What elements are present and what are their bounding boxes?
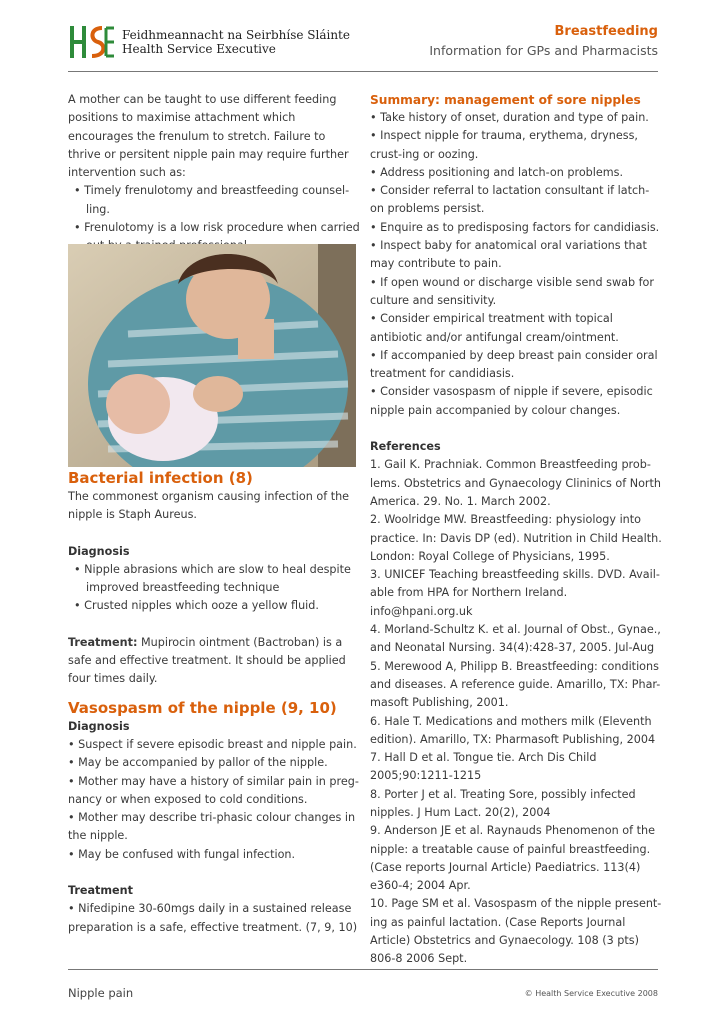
hse-logo [68,22,350,62]
vasospasm-treatment-heading: Treatment [68,884,133,898]
org-name-english: Health Service Executive [122,42,276,56]
reference-item: 1. Gail K. Prachniak. Common Breastfeeding prob-lems. Obstetrics and Gynaecology Clininics of North America. 29. No. 1. March 2002. [370,458,662,508]
bacterial-infection-text: The commonest organism causing infection of the nipple is Staph Aureus. [68,490,350,522]
references-heading: References [370,440,441,454]
list-item: • Take history of onset, duration and type of pain. [370,111,649,124]
reference-item: 4. Morland-Schultz K. et al. Journal of Obst., Gynae., and Neonatal Nursing. 34(4):428-37, 2005. Jul-Aug [370,623,661,655]
list-item: • Consider referral to lactation consultant if latch-on problems persist. [370,184,650,216]
footer-section-name: Nipple pain [68,986,134,1000]
reference-item: 5. Merewood A, Philipp B. Breastfeeding: conditions and diseases. A reference guide. Amarillo, TX: Phar-masoft Publishing, 2001. [370,659,661,710]
list-item: • If accompanied by deep breast pain consider oral treatment for candidiasis. [370,348,658,381]
list-item: • May be confused with fungal infection. [68,847,296,861]
treatment-label: Treatment: [68,635,138,649]
right-column [370,91,662,969]
list-item: • Inspect nipple for trauma, erythema, dryness, crust-ing or oozing. [370,129,638,161]
hse-logo-icon [68,22,116,62]
list-item: • Nipple abrasions which are slow to heal despite improved breastfeeding technique [74,562,351,595]
list-item: • If open wound or discharge visible send swab for culture and sensitivity. [370,275,654,307]
reference-item: 9. Anderson JE et al. Raynauds Phenomenon of the nipple: a treatable cause of painful breastfeeding. (Case reports Journal Article) Paediatrics. 113(4) e360-4; 2004 Apr. [370,824,655,893]
diagnosis-heading: Diagnosis [68,544,130,558]
mother-breastfeeding-photo [68,244,356,467]
list-item: • Consider vasospasm of nipple if severe, episodic nipple pain accompanied by colour changes. [370,385,653,417]
reference-item: 3. UNICEF Teaching breastfeeding skills. DVD. Avail-able from HPA for Northern Ireland. info@hpani.org.uk [370,568,660,618]
page-subtitle: Information for GPs and Pharmacists [429,43,658,58]
list-item: • Crusted nipples which ooze a yellow fluid. [74,599,319,613]
bacterial-infection-heading: Bacterial infection (8) [68,469,253,487]
list-item: • Enquire as to predisposing factors for candidiasis. [370,220,660,234]
list-item: • Frenulotomy is a low risk procedure when carried [74,221,360,235]
vasospasm-heading: Vasospasm of the nipple (9, 10) [68,698,337,717]
left-column-lower [68,469,360,937]
reference-item: 7. Hall D et al. Tongue tie. Arch Dis Child 2005;90:1211-1215 [370,751,597,783]
treatment-text: Mupirocin ointment (Bactroban) is a safe and effective treatment. It should be applied four times daily. [68,635,346,686]
header-divider [68,71,658,72]
reference-item: 8. Porter J et al. Treating Sore, possibly infected nipples. J Hum Lact. 20(2), 2004 [370,787,636,819]
reference-item: 10. Page SM et al. Vasospasm of the nipple present-ing as painful lactation. (Case Reports Journal Article) Obstetrics and Gynaecology. 108 (3 pts) 806-8 2006 Sept. [370,897,662,966]
left-column [68,91,360,256]
footer-copyright: © Health Service Executive 2008 [524,989,658,998]
list-item: • May be accompanied by pallor of the nipple. [68,756,328,770]
summary-heading: Summary: management of sore nipples [370,93,641,107]
list-item: • Mother may have a history of similar pain in preg-nancy or when exposed to cold conditions. [68,774,359,806]
list-item: • Suspect if severe episodic breast and nipple pain. [68,737,357,751]
footer-divider [68,969,658,970]
page-title: Breastfeeding [554,24,658,39]
treatment-paragraph [68,634,360,689]
vasospasm-treatment-text: • Nifedipine 30-60mgs daily in a sustained release preparation is a safe, effective treatment. (7, 9, 10) [68,902,358,934]
list-item: • Consider empirical treatment with topical antibiotic and/or antifungal cream/ointment. [370,312,619,344]
vasospasm-diagnosis-heading: Diagnosis [68,719,130,733]
reference-item: 2. Woolridge MW. Breastfeeding: physiology into practice. In: Davis DP (ed). Nutrition in Child Health. London: Royal College of Physicians, 1995. [370,513,662,563]
list-item: • Mother may describe tri-phasic colour changes in the nipple. [68,811,356,843]
list-item: • Timely frenulotomy and breastfeeding counsel-ling. [74,184,350,216]
intro-text: A mother can be taught to use different feeding positions to maximise attachment which encourages the frenulum to stretch. Failure to thrive or persitent nipple pain may require further intervention such as: [68,93,349,180]
list-item: • Address positioning and latch-on problems. [370,165,624,179]
list-item: • Inspect baby for anatomical oral variations that may contribute to pain. [370,239,647,271]
reference-item: 6. Hale T. Medications and mothers milk (Eleventh edition). Amarillo, TX: Pharmasoft Publishing, 2004 [370,714,656,746]
org-name-irish: Feidhmeannacht na Seirbhíse Sláinte [122,28,350,42]
